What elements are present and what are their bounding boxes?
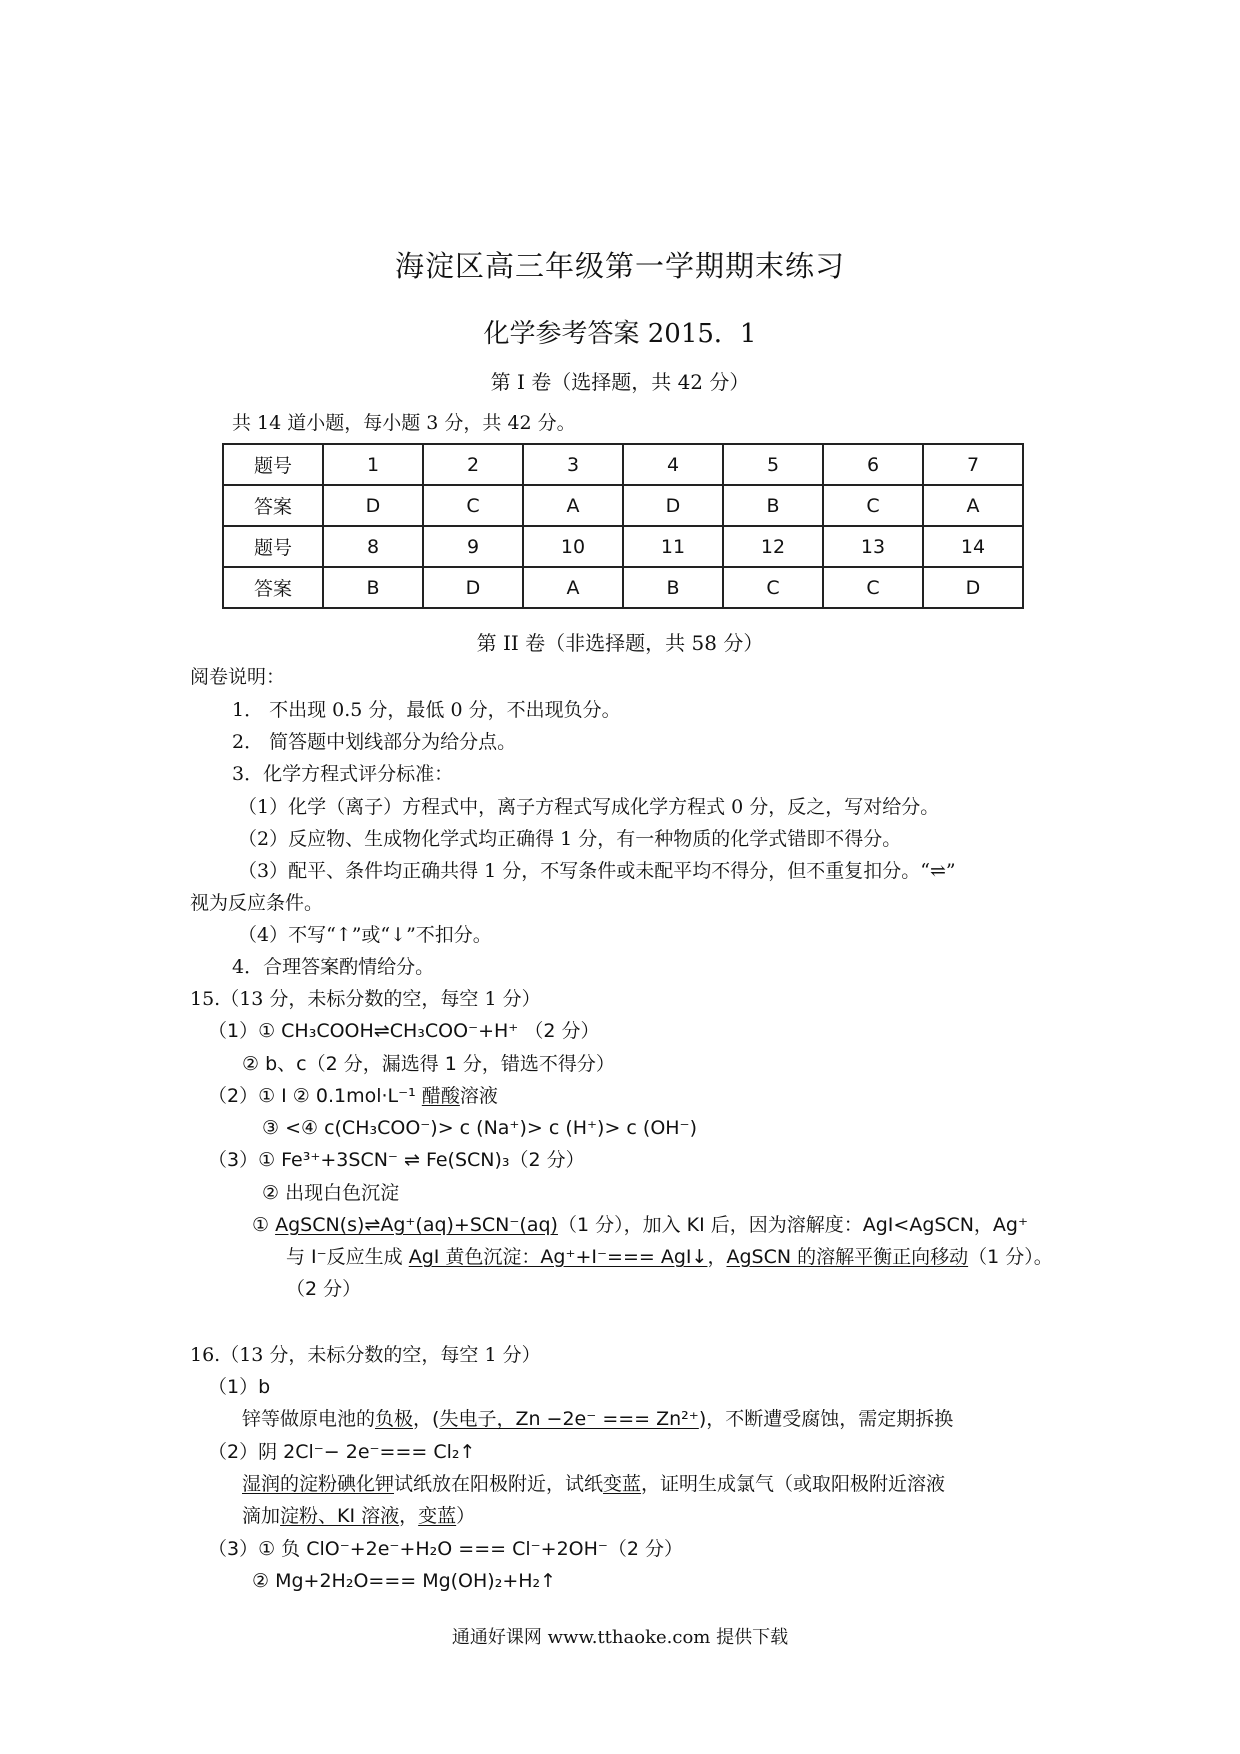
q16-scoring-point: 淀粉、KI 溶液 xyxy=(280,1505,400,1527)
number-cell: 4 xyxy=(623,444,723,485)
q15-scoring-point: AgSCN(s)⇌Ag⁺(aq)+SCN⁻(aq) xyxy=(275,1214,558,1236)
answer-cell: C xyxy=(723,567,823,608)
number-cell: 8 xyxy=(323,526,423,567)
grading-title: 阅卷说明： xyxy=(190,666,286,688)
q16-scoring-point: 湿润的淀粉碘化钾 xyxy=(242,1473,395,1495)
number-cell: 5 xyxy=(723,444,823,485)
answer-cell: B xyxy=(623,567,723,608)
q15-scoring-point: AgSCN 的溶解平衡正向移动 xyxy=(726,1246,969,1268)
number-cell: 1 xyxy=(323,444,423,485)
q15-text: ， xyxy=(707,1246,727,1268)
number-cell: 11 xyxy=(623,526,723,567)
q16-text: 滴加 xyxy=(242,1505,281,1527)
document-title: 海淀区高三年级第一学期期末练习 xyxy=(394,249,845,283)
grading-rule: 2． 简答题中划线部分为给分点。 xyxy=(232,731,517,753)
q16-text: ） xyxy=(456,1505,476,1527)
number-cell: 14 xyxy=(923,526,1023,567)
header-cell: 答案 xyxy=(223,567,323,608)
q15-text: （2）① I ② 0.1mol·L⁻¹ xyxy=(208,1085,422,1107)
answer-cell: A xyxy=(523,567,623,608)
answer-cell: A xyxy=(523,485,623,526)
q16-text: ，证明生成氯气（或取阳极附近溶液 xyxy=(641,1473,946,1495)
q16-scoring-point: 变蓝 xyxy=(418,1505,457,1527)
q16-scoring-point: 失电子，Zn −2e⁻ === Zn²⁺ xyxy=(439,1408,699,1430)
number-cell: 2 xyxy=(423,444,523,485)
grading-rule: 1． 不出现 0.5 分，最低 0 分，不出现负分。 xyxy=(232,699,621,721)
table-row xyxy=(223,567,1023,608)
q15-line: ① AgSCN(s)⇌Ag⁺(aq)+SCN⁻(aq)（1 分），加入 KI 后，因为溶解度：AgI<AgSCN，Ag⁺ xyxy=(252,1214,1029,1236)
number-cell: 9 xyxy=(423,526,523,567)
grading-rule: （3）配平、条件均正确共得 1 分，不写条件或未配平均不得分，但不重复扣分。“⇌” xyxy=(238,860,956,882)
page-footer: 通通好课网 www.tthaoke.com 提供下载 xyxy=(451,1627,789,1648)
document-subtitle: 化学参考答案 2015．1 xyxy=(483,319,757,349)
q15-scoring-point: AgI 黄色沉淀：Ag⁺+I⁻=== AgI↓ xyxy=(408,1246,708,1268)
number-cell: 6 xyxy=(823,444,923,485)
header-cell: 答案 xyxy=(223,485,323,526)
part1-header: 第 I 卷（选择题，共 42 分） xyxy=(490,370,750,394)
answer-cell: D xyxy=(923,567,1023,608)
q16-text: 试纸放在阳极附近，试纸 xyxy=(394,1473,604,1495)
grading-rule: （2）反应物、生成物化学式均正确得 1 分，有一种物质的化学式错即不得分。 xyxy=(238,828,902,850)
answer-table xyxy=(222,443,1024,609)
q16-line xyxy=(242,1503,475,1529)
number-cell: 12 xyxy=(723,526,823,567)
q15-line: （1）① CH₃COOH⇌CH₃COO⁻+H⁺ （2 分） xyxy=(208,1020,600,1042)
grading-rule: （1）化学（离子）方程式中，离子方程式写成化学方程式 0 分，反之，写对给分。 xyxy=(238,796,940,818)
q16-line xyxy=(242,1406,953,1432)
answer-cell: D xyxy=(623,485,723,526)
q16-text: 锌等做原电池的 xyxy=(242,1408,376,1430)
q16-text: ， xyxy=(399,1505,419,1527)
q15-text: 与 I⁻反应生成 xyxy=(286,1246,409,1268)
q15-text: 溶液 xyxy=(459,1085,498,1107)
answer-cell: D xyxy=(323,485,423,526)
grading-rule: 3．化学方程式评分标准： xyxy=(232,763,454,785)
q15-line xyxy=(208,1083,498,1109)
q15-line: ② b、c（2 分，漏选得 1 分，错选不得分） xyxy=(242,1053,615,1075)
grading-rule: 4．合理答案酌情给分。 xyxy=(232,956,435,978)
answer-cell: C xyxy=(823,485,923,526)
grading-rule: （4）不写“↑”或“↓”不扣分。 xyxy=(238,924,492,946)
answer-cell: B xyxy=(723,485,823,526)
answer-cell: D xyxy=(423,567,523,608)
part1-note: 共 14 道小题，每小题 3 分，共 42 分。 xyxy=(232,412,576,434)
q16-scoring-point: 变蓝 xyxy=(603,1473,642,1495)
table-row xyxy=(223,526,1023,567)
q15-line xyxy=(286,1244,1053,1270)
q16-line: （2）阴 2Cl⁻− 2e⁻=== Cl₂↑ xyxy=(208,1441,476,1463)
q16-line: （3）① 负 ClO⁻+2e⁻+H₂O === Cl⁻+2OH⁻（2 分） xyxy=(208,1538,684,1560)
number-cell: 7 xyxy=(923,444,1023,485)
number-cell: 3 xyxy=(523,444,623,485)
number-cell: 13 xyxy=(823,526,923,567)
answer-cell: A xyxy=(923,485,1023,526)
q16-text: ，( xyxy=(413,1408,440,1430)
q15-scoring-point: 醋酸 xyxy=(421,1085,460,1107)
table-row xyxy=(223,444,1023,485)
q16-header: 16.（13 分，未标分数的空，每空 1 分） xyxy=(190,1344,541,1366)
header-cell: 题号 xyxy=(223,526,323,567)
header-cell: 题号 xyxy=(223,444,323,485)
answer-cell: B xyxy=(323,567,423,608)
table-row xyxy=(223,485,1023,526)
number-cell: 10 xyxy=(523,526,623,567)
q16-line: ② Mg+2H₂O=== Mg(OH)₂+H₂↑ xyxy=(252,1570,557,1592)
q15-line: （2 分） xyxy=(286,1278,362,1300)
q15-text: （1 分），加入 KI 后，因为溶解度：AgI<AgSCN，Ag⁺ xyxy=(557,1214,1029,1236)
q15-line: ② 出现白色沉淀 xyxy=(262,1182,400,1204)
q16-text: )，不断遭受腐蚀，需定期拆换 xyxy=(698,1408,954,1430)
q16-line: （1）b xyxy=(208,1376,271,1398)
part2-header: 第 II 卷（非选择题，共 58 分） xyxy=(476,631,764,655)
answer-cell: C xyxy=(823,567,923,608)
q15-line: （3）① Fe³⁺+3SCN⁻ ⇌ Fe(SCN)₃（2 分） xyxy=(208,1149,585,1171)
q16-line xyxy=(242,1471,945,1497)
q15-line: ③ <④ c(CH₃COO⁻)> c (Na⁺)> c (H⁺)> c (OH⁻) xyxy=(262,1117,697,1139)
grading-rule: 视为反应条件。 xyxy=(190,892,324,914)
answer-cell: C xyxy=(423,485,523,526)
q16-scoring-point: 负极 xyxy=(375,1408,414,1430)
q15-text: （1 分）。 xyxy=(968,1246,1053,1268)
q15-header: 15.（13 分，未标分数的空，每空 1 分） xyxy=(190,988,541,1010)
